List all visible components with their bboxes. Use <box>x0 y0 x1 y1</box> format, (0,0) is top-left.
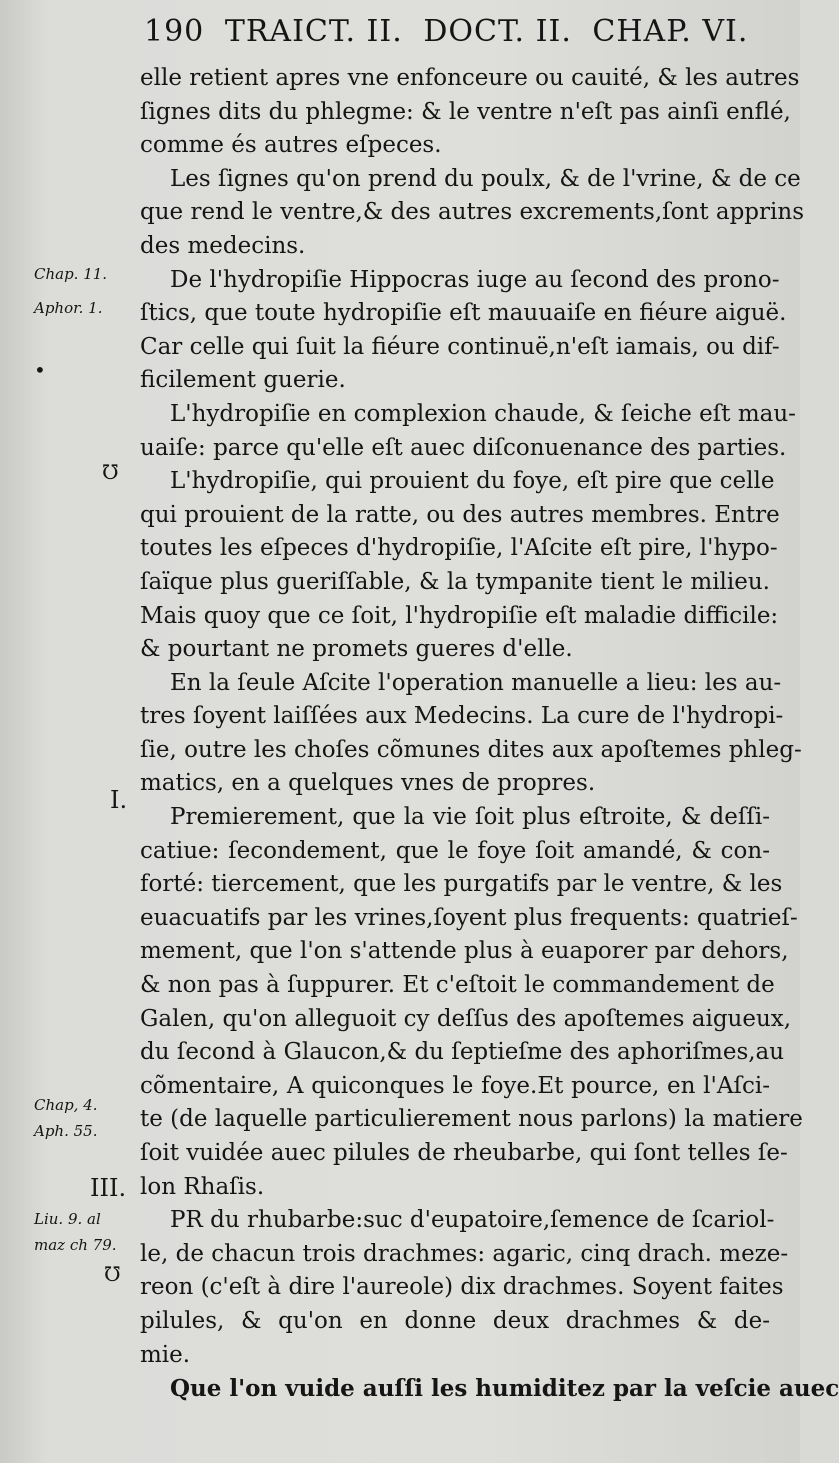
text-line: De l'hydropiſie Hippocras iuge au ſecond des prono- <box>170 266 780 293</box>
text-line: cõmentaire, A quiconques le foye.Et pource, en l'Aſci- <box>140 1072 770 1099</box>
text-line: lon Rhaſis. <box>140 1173 265 1200</box>
margin-note-aphor-1: Aphor. 1. <box>34 299 103 317</box>
margin-note-aph-55: Aph. 55. <box>34 1122 98 1140</box>
text-line: Que l'on vuide auſſi les humiditez par la veſcie auec <box>170 1375 839 1403</box>
text-line: Galen, qu'on alleguoit cy deſſus des apoſtemes aigueux, <box>140 1005 792 1032</box>
text-line: te (de laquelle particulierement nous parlons) la matiere <box>140 1106 803 1133</box>
text-line: PR du rhubarbe:suc d'eupatoire,ſemence de ſcariol- <box>170 1207 775 1234</box>
text-line: ficilement guerie. <box>140 367 346 394</box>
text-line: ſie, outre les choſes cõmunes dites aux apoſtemes phleg- <box>140 736 802 763</box>
text-line: le, de chacun trois drachmes: agaric, cinq drach. meze- <box>140 1240 789 1267</box>
text-line: Car celle qui ſuit la fiéure continuë,n'eſt iamais, ou dif- <box>140 333 780 360</box>
text-line: des medecins. <box>140 232 306 259</box>
text-line: & pourtant ne promets gueres d'elle. <box>140 636 573 663</box>
text-line: qui prouient de la ratte, ou des autres membres. Entre <box>140 501 780 528</box>
text-line: matics, en a quelques vnes de propres. <box>140 770 596 797</box>
text-line: reon (c'eſt à dire l'aureole) dix drachmes. Soyent faites <box>140 1274 784 1301</box>
header-doctrine: DOCT. II. <box>423 14 572 49</box>
text-line: du ſecond à Glaucon,& du ſeptieſme des aphoriſmes,au <box>140 1039 785 1066</box>
header-treatise: TRAICT. II. <box>224 14 403 49</box>
text-line: toutes les eſpeces d'hydropiſie, l'Aſcite eſt pire, l'hypo- <box>140 535 778 562</box>
marker-number-one: I. <box>110 786 128 814</box>
running-header <box>144 14 749 49</box>
text-line: ſignes dits du phlegme: & le ventre n'eſt pas ainſi enflé, <box>140 98 791 125</box>
text-line: Mais quoy que ce ſoit, l'hydropiſie eſt maladie difficile: <box>140 602 779 629</box>
margin-bullet: • <box>34 358 46 382</box>
text-line: pilules, & qu'on en donne deux drachmes & de- <box>140 1307 770 1334</box>
text-line: elle retient apres vne enfonceure ou cauité, & les autres <box>140 65 800 91</box>
header-chapter: CHAP. VI. <box>592 14 749 49</box>
margin-note-liu-9: Liu. 9. al <box>34 1210 101 1228</box>
text-line: L'hydropiſie, qui prouient du foye, eſt pire que celle <box>170 468 775 495</box>
text-line: tres ſoyent laiſſées aux Medecins. La cure de l'hydropi- <box>140 703 784 730</box>
text-line: & non pas à ſuppurer. Et c'eſtoit le commandement de <box>140 972 775 999</box>
text-line: En la ſeule Aſcite l'operation manuelle a lieu: les au- <box>170 669 782 696</box>
text-line: ſaïque plus gueriſſable, & la tympanite tient le milieu. <box>140 568 770 595</box>
margin-note-chap-4: Chap, 4. <box>34 1096 98 1114</box>
text-line: euacuatifs par les vrines,ſoyent plus frequents: quatrieſ- <box>140 904 798 931</box>
marker-number-three: III. <box>90 1174 127 1202</box>
text-line: Premierement, que la vie ſoit plus eſtroite, & deſſi- <box>170 804 770 831</box>
margin-mark-icon: ℧ <box>104 1262 121 1286</box>
text-line: ſoit vuidée auec pilules de rheubarbe, qui ſont telles ſe- <box>140 1140 788 1166</box>
text-line: Les ſignes qu'on prend du poulx, & de l'vrine, & de ce <box>170 165 801 192</box>
text-line: comme és autres eſpeces. <box>140 132 442 159</box>
margin-note-maz-79: maz ch 79. <box>34 1236 117 1254</box>
text-line: uaiſe: parce qu'elle eſt auec diſconuenance des parties. <box>140 434 787 461</box>
text-line: mie. <box>140 1341 191 1368</box>
text-line: forté: tiercement, que les purgatifs par le ventre, & les <box>140 871 783 898</box>
text-line: L'hydropiſie en complexion chaude, & ſeiche eſt mau- <box>170 400 796 427</box>
main-text <box>140 62 839 1406</box>
page-number: 190 <box>144 14 205 49</box>
text-line: catiue: ſecondement, que le foye ſoit amandé, & con- <box>140 837 770 864</box>
text-line: mement, que l'on s'attende plus à euaporer par dehors, <box>140 938 789 965</box>
text-line: que rend le ventre,& des autres excrements,ſont apprins <box>140 199 805 226</box>
text-line: ſtics, que toute hydropiſie eſt mauuaiſe en fiéure aiguë. <box>140 300 787 327</box>
margin-mark-icon: ℧ <box>102 460 119 484</box>
margin-note-chap-11: Chap. 11. <box>34 265 108 283</box>
